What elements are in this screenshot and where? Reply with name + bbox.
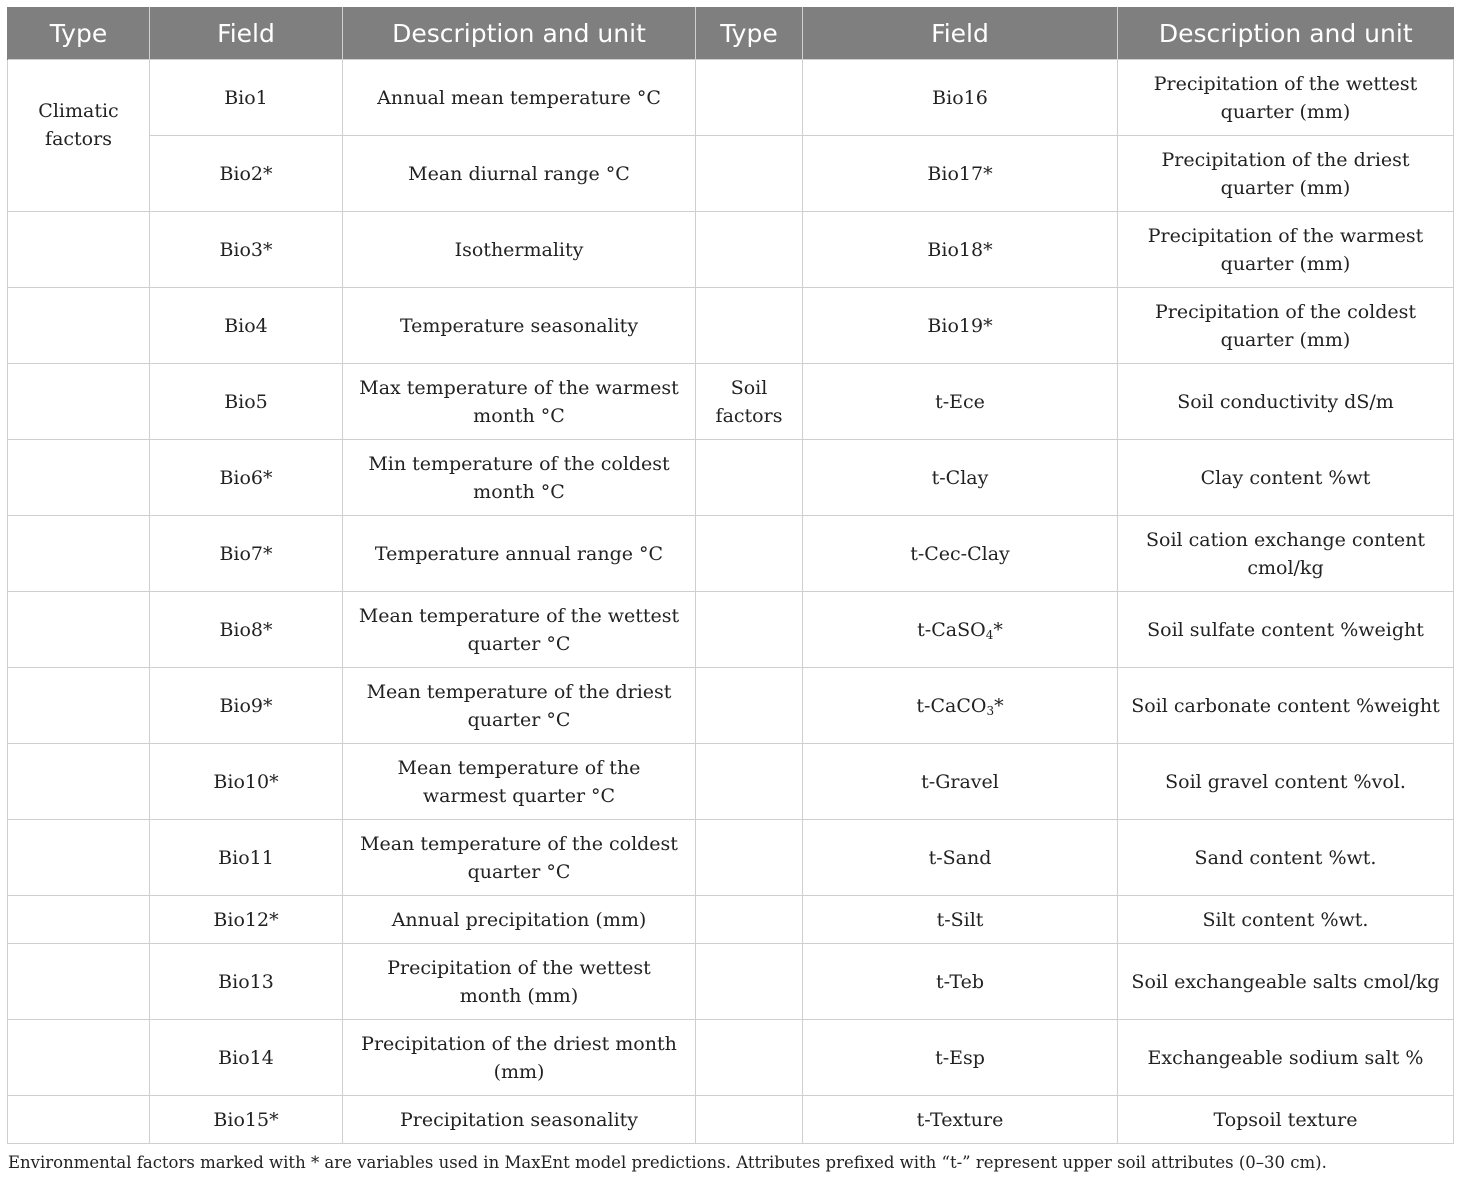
table-row bbox=[8, 668, 1454, 744]
table-row bbox=[8, 440, 1454, 516]
field-right: Bio16 bbox=[803, 60, 1118, 136]
field-right-suffix: * bbox=[993, 618, 1003, 641]
table-row bbox=[8, 212, 1454, 288]
table-row bbox=[8, 288, 1454, 364]
description-right: Soil cation exchange content cmol/kg bbox=[1118, 516, 1454, 592]
field-left: Bio5 bbox=[150, 364, 343, 440]
field-left: Bio10* bbox=[150, 744, 343, 820]
description-left: Annual precipitation (mm) bbox=[343, 896, 696, 944]
description-left: Mean temperature of the warmest quarter °C bbox=[343, 744, 696, 820]
type-left-empty bbox=[8, 364, 150, 440]
field-right-suffix: * bbox=[994, 694, 1004, 717]
table-row bbox=[8, 944, 1454, 1020]
table-row bbox=[8, 136, 1454, 212]
table-row bbox=[8, 896, 1454, 944]
table-row bbox=[8, 592, 1454, 668]
field-left: Bio14 bbox=[150, 1020, 343, 1096]
description-right: Silt content %wt. bbox=[1118, 896, 1454, 944]
field-right: t-Gravel bbox=[803, 744, 1118, 820]
description-left: Mean temperature of the driest quarter °C bbox=[343, 668, 696, 744]
description-right: Soil sulfate content %weight bbox=[1118, 592, 1454, 668]
field-left: Bio2* bbox=[150, 136, 343, 212]
description-left: Max temperature of the warmest month °C bbox=[343, 364, 696, 440]
type-right-empty bbox=[696, 668, 803, 744]
description-left: Isothermality bbox=[343, 212, 696, 288]
table-figure bbox=[7, 7, 1453, 1172]
field-left: Bio15* bbox=[150, 1096, 343, 1144]
description-left: Mean temperature of the coldest quarter °C bbox=[343, 820, 696, 896]
description-left: Min temperature of the coldest month °C bbox=[343, 440, 696, 516]
type-right-empty bbox=[696, 896, 803, 944]
header-row bbox=[8, 7, 1454, 60]
field-left: Bio8* bbox=[150, 592, 343, 668]
field-right: t-Cec-Clay bbox=[803, 516, 1118, 592]
type-right-empty bbox=[696, 136, 803, 212]
type-left-empty bbox=[8, 516, 150, 592]
table-footnote: Environmental factors marked with * are variables used in MaxEnt model predictions. Attributes prefixed with “t-” represent upper soil attributes (0–30 cm). bbox=[8, 1153, 1327, 1172]
description-right: Sand content %wt. bbox=[1118, 820, 1454, 896]
description-right: Soil exchangeable salts cmol/kg bbox=[1118, 944, 1454, 1020]
field-right: Bio17* bbox=[803, 136, 1118, 212]
field-left: Bio6* bbox=[150, 440, 343, 516]
table-row bbox=[8, 516, 1454, 592]
description-right: Precipitation of the wettest quarter (mm) bbox=[1118, 60, 1454, 136]
type-left-empty bbox=[8, 896, 150, 944]
field-right: t-Teb bbox=[803, 944, 1118, 1020]
table-body bbox=[8, 60, 1454, 1144]
header-description-right: Description and unit bbox=[1118, 7, 1454, 60]
type-right-empty bbox=[696, 440, 803, 516]
field-right: t-Texture bbox=[803, 1096, 1118, 1144]
field-right-base: t-CaSO bbox=[917, 618, 986, 641]
field-left: Bio13 bbox=[150, 944, 343, 1020]
type-left-empty bbox=[8, 288, 150, 364]
header-type-right: Type bbox=[696, 7, 803, 60]
type-left-empty bbox=[8, 744, 150, 820]
field-left: Bio4 bbox=[150, 288, 343, 364]
type-left-empty bbox=[8, 668, 150, 744]
field-left: Bio12* bbox=[150, 896, 343, 944]
description-left: Temperature seasonality bbox=[343, 288, 696, 364]
table-row bbox=[8, 1096, 1454, 1144]
type-right-empty bbox=[696, 212, 803, 288]
type-right-empty bbox=[696, 516, 803, 592]
field-right: t-Ece bbox=[803, 364, 1118, 440]
table-row bbox=[8, 820, 1454, 896]
type-left-empty bbox=[8, 1096, 150, 1144]
type-right-empty bbox=[696, 592, 803, 668]
type-right-empty bbox=[696, 744, 803, 820]
field-right bbox=[803, 592, 1118, 668]
description-left: Temperature annual range °C bbox=[343, 516, 696, 592]
field-right-base: t-CaCO bbox=[916, 694, 987, 717]
description-right: Precipitation of the driest quarter (mm) bbox=[1118, 136, 1454, 212]
field-right: t-Clay bbox=[803, 440, 1118, 516]
type-climatic-factors: Climatic factors bbox=[8, 60, 150, 212]
table-row bbox=[8, 744, 1454, 820]
type-right-empty bbox=[696, 288, 803, 364]
environmental-factors-table bbox=[7, 7, 1454, 1144]
description-right: Precipitation of the coldest quarter (mm) bbox=[1118, 288, 1454, 364]
field-right-subscript: 3 bbox=[986, 703, 995, 718]
type-right-empty bbox=[696, 820, 803, 896]
table-row bbox=[8, 364, 1454, 440]
type-right-empty bbox=[696, 1096, 803, 1144]
type-right-empty bbox=[696, 944, 803, 1020]
field-right: t-Sand bbox=[803, 820, 1118, 896]
description-left: Annual mean temperature °C bbox=[343, 60, 696, 136]
type-left-empty bbox=[8, 440, 150, 516]
description-right: Precipitation of the warmest quarter (mm) bbox=[1118, 212, 1454, 288]
field-left: Bio9* bbox=[150, 668, 343, 744]
description-left: Mean diurnal range °C bbox=[343, 136, 696, 212]
description-left: Precipitation of the wettest month (mm) bbox=[343, 944, 696, 1020]
field-right: t-Silt bbox=[803, 896, 1118, 944]
type-soil-factors: Soil factors bbox=[696, 364, 803, 440]
field-left: Bio7* bbox=[150, 516, 343, 592]
header-field-left: Field bbox=[150, 7, 343, 60]
field-right bbox=[803, 668, 1118, 744]
description-right: Soil carbonate content %weight bbox=[1118, 668, 1454, 744]
field-right: t-Esp bbox=[803, 1020, 1118, 1096]
type-left-empty bbox=[8, 1020, 150, 1096]
header-type-left: Type bbox=[8, 7, 150, 60]
header-description-left: Description and unit bbox=[343, 7, 696, 60]
field-left: Bio11 bbox=[150, 820, 343, 896]
type-left-empty bbox=[8, 212, 150, 288]
field-left: Bio1 bbox=[150, 60, 343, 136]
field-right: Bio18* bbox=[803, 212, 1118, 288]
type-left-empty bbox=[8, 820, 150, 896]
field-left: Bio3* bbox=[150, 212, 343, 288]
description-left: Precipitation seasonality bbox=[343, 1096, 696, 1144]
type-right-empty bbox=[696, 60, 803, 136]
field-right-subscript: 4 bbox=[985, 627, 994, 642]
description-right: Soil gravel content %vol. bbox=[1118, 744, 1454, 820]
description-right: Soil conductivity dS/m bbox=[1118, 364, 1454, 440]
description-right: Clay content %wt bbox=[1118, 440, 1454, 516]
type-left-empty bbox=[8, 944, 150, 1020]
table-row bbox=[8, 1020, 1454, 1096]
description-right: Exchangeable sodium salt % bbox=[1118, 1020, 1454, 1096]
table-row bbox=[8, 60, 1454, 136]
description-right: Topsoil texture bbox=[1118, 1096, 1454, 1144]
description-left: Mean temperature of the wettest quarter °C bbox=[343, 592, 696, 668]
header-field-right: Field bbox=[803, 7, 1118, 60]
type-left-empty bbox=[8, 592, 150, 668]
description-left: Precipitation of the driest month (mm) bbox=[343, 1020, 696, 1096]
type-right-empty bbox=[696, 1020, 803, 1096]
field-right: Bio19* bbox=[803, 288, 1118, 364]
